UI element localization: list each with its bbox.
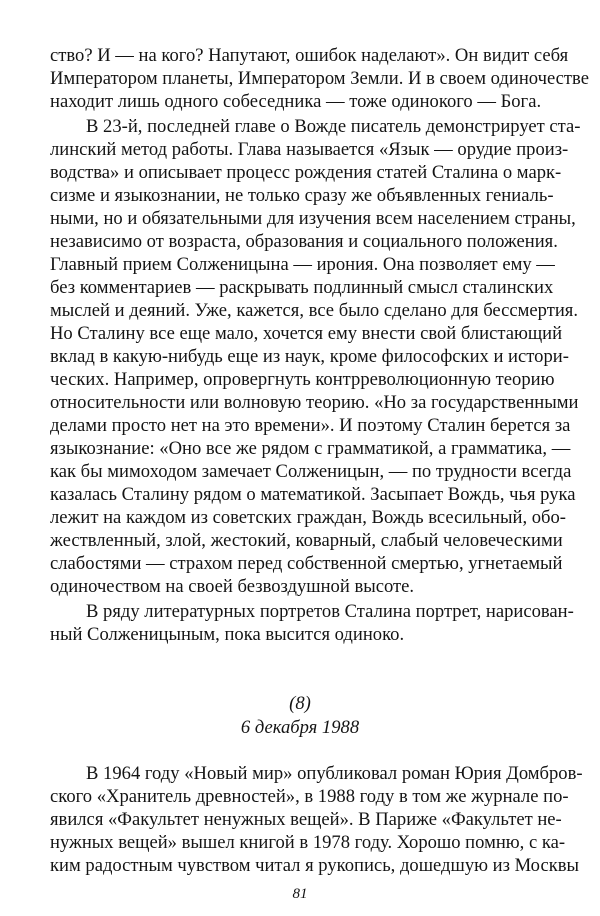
text-line: ского «Хранитель древностей», в 1988 году в том же журнале по- [50, 786, 569, 807]
text-line: находит лишь одного собеседника — тоже одинокого — Бога. [50, 91, 542, 112]
text-line: вклад в какую-нибудь еще из наук, кроме философских и истори- [50, 346, 569, 367]
text-line: языкознание: «Оно все же рядом с грамматикой, а грамматика, — [50, 438, 571, 459]
section-date: 6 декабря 1988 [240, 717, 360, 738]
text-line: водства» и описывает процесс рождения статей Сталина о марк- [50, 162, 562, 183]
text-line: без комментариев — раскрывать подлинный смысл сталинских [50, 277, 554, 298]
text-line: линский метод работы. Глава называется «Язык — орудие произ- [50, 139, 569, 160]
text-line: лежит на каждом из советских граждан, Вождь всесильный, обо- [50, 507, 566, 528]
text-line: одиночеством на своей безвоздушной высоте. [50, 576, 415, 597]
paragraph-first-line: В ряду литературных портретов Сталина портрет, нарисован- [86, 601, 574, 622]
text-line: ными, но и обязательными для изучения всем населением страны, [50, 208, 576, 229]
text-line: сизме и языкознании, не только сразу же объявленных гениаль- [50, 185, 554, 206]
text-line: Императором планеты, Императором Земли. И в своем одиночестве [50, 68, 589, 89]
text-line: ный Солженицыным, пока высится одиноко. [50, 624, 405, 645]
text-line: ческих. Например, опровергнуть контрреволюционную теорию [50, 369, 555, 390]
text-line: Главный прием Солженицына — ирония. Она позволяет ему — [50, 254, 555, 275]
text-line: казалась Сталину рядом о математикой. Засыпает Вождь, чья рука [50, 484, 576, 505]
paragraph-first-line: В 23-й, последней главе о Вожде писатель демонстрирует ста- [86, 116, 581, 137]
text-line: делами просто нет на это времени». И поэтому Сталин берется за [50, 415, 571, 436]
text-line: явился «Факультет ненужных вещей». В Париже «Факультет не- [50, 809, 562, 830]
text-line: независимо от возраста, образования и социального положения. [50, 231, 558, 252]
text-line: ство? И — на кого? Напутают, ошибок наделают». Он видит себя [50, 45, 569, 66]
text-line: мыслей и деяний. Уже, кажется, все было сделано для бессмертия. [50, 300, 578, 321]
section-number: (8) [289, 693, 311, 714]
paragraph-first-line: В 1964 году «Новый мир» опубликовал роман Юрия Домбров- [86, 763, 583, 784]
text-line: Но Сталину все еще мало, хочется ему внести свой блистающий [50, 323, 563, 344]
text-line: относительности или волновую теорию. «Но за государственными [50, 392, 579, 413]
text-line: жествленный, злой, жестокий, коварный, слабый человеческими [50, 530, 563, 551]
text-line: ким радостным чувством читал я рукопись, дошедшую из Москвы [50, 855, 580, 876]
text-line: нужных вещей» вышел книгой в 1978 году. Хорошо помню, с ка- [50, 832, 566, 853]
text-line: как бы мимоходом замечает Солженицын, — по трудности всегда [50, 461, 572, 482]
text-line: слабостями — страхом перед собственной смертью, угнетаемый [50, 553, 563, 574]
page-number: 81 [292, 886, 308, 902]
